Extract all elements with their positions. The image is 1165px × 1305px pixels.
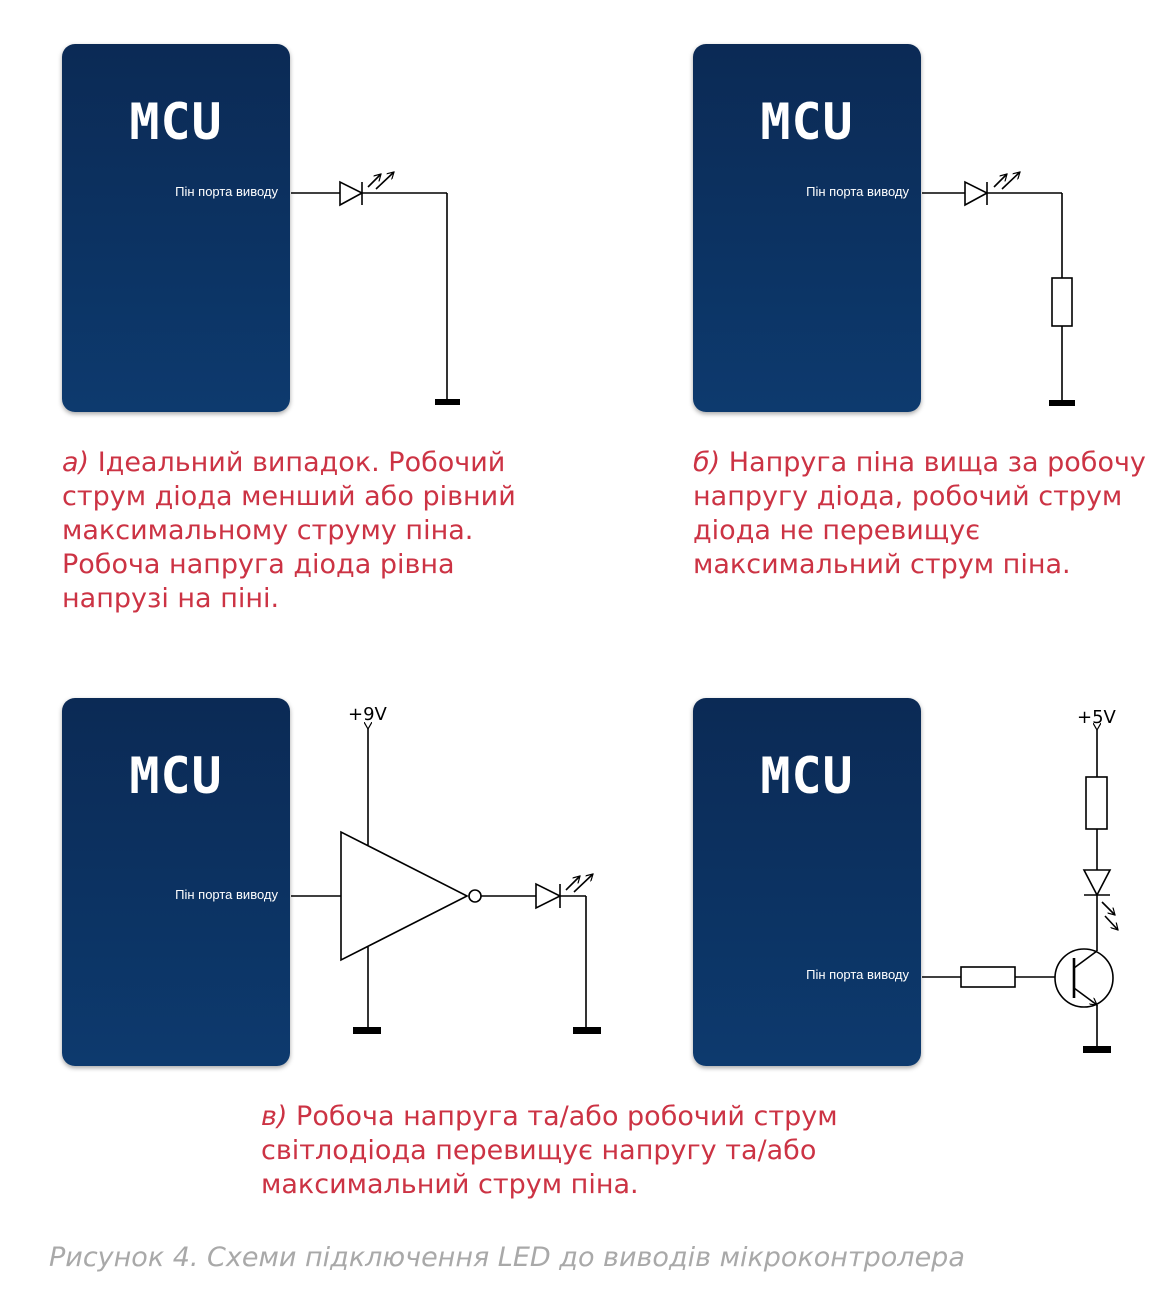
caption-line [261, 1100, 838, 1134]
circuit-d [922, 730, 1118, 1053]
led-b [965, 172, 1020, 205]
caption-text: Ідеальний випадок. Робочий [97, 447, 506, 478]
caption-text: Напруга піна вища за робочу [728, 447, 1146, 478]
ground-symbol [1049, 400, 1075, 406]
supply-label-5v: +5V [1077, 707, 1116, 728]
resistor-b [1052, 278, 1072, 326]
ground-symbol [1083, 1046, 1111, 1053]
caption-line [693, 446, 1146, 480]
caption-line: струм діода менший або рівний [62, 481, 516, 512]
mcu-title: MCU [760, 93, 854, 151]
ground-symbol [573, 1027, 601, 1034]
caption-letter: а) [62, 447, 90, 478]
pin-label: Пін порта виводу [175, 887, 278, 902]
caption-line: діода не перевищує [693, 515, 981, 546]
caption-v [261, 1100, 838, 1202]
caption-line: максимальний струм піна. [261, 1169, 639, 1200]
mcu-title: MCU [760, 747, 854, 805]
caption-line: максимальному струму піна. [62, 515, 474, 546]
npn-transistor [1055, 949, 1113, 1007]
mcu-title: MCU [129, 747, 223, 805]
pin-label: Пін порта виводу [806, 184, 909, 199]
caption-line: світлодіода перевищує напругу та/або [261, 1135, 817, 1166]
ground-symbol [353, 1027, 381, 1034]
caption-letter: б) [693, 447, 721, 478]
inverter-buffer [341, 832, 481, 960]
pin-label: Пін порта виводу [175, 184, 278, 199]
figure-caption: Рисунок 4. Схеми підключення LED до виводів мікроконтролера [49, 1242, 965, 1273]
resistor-collector [1086, 777, 1107, 829]
caption-line [62, 446, 516, 480]
caption-a [62, 446, 516, 616]
caption-line: напрузі на піні. [62, 583, 280, 614]
caption-line: напругу діода, робочий струм [693, 481, 1123, 512]
ground-symbol [435, 399, 460, 405]
caption-line: максимальний струм піна. [693, 549, 1071, 580]
led-d [1084, 870, 1118, 930]
supply-label-9v: +9V [348, 704, 387, 725]
caption-line: Робоча напруга діода рівна [62, 549, 455, 580]
caption-letter: в) [261, 1101, 288, 1132]
led-c [536, 874, 593, 908]
caption-text: Робоча напруга та/або робочий струм [296, 1101, 838, 1132]
resistor-base [961, 967, 1015, 987]
pin-label: Пін порта виводу [806, 967, 909, 982]
caption-b [693, 446, 1146, 582]
circuit-b [922, 172, 1075, 406]
circuit-a [291, 172, 460, 405]
circuit-c [291, 729, 601, 1034]
led-a [340, 172, 394, 205]
mcu-title: MCU [129, 93, 223, 151]
